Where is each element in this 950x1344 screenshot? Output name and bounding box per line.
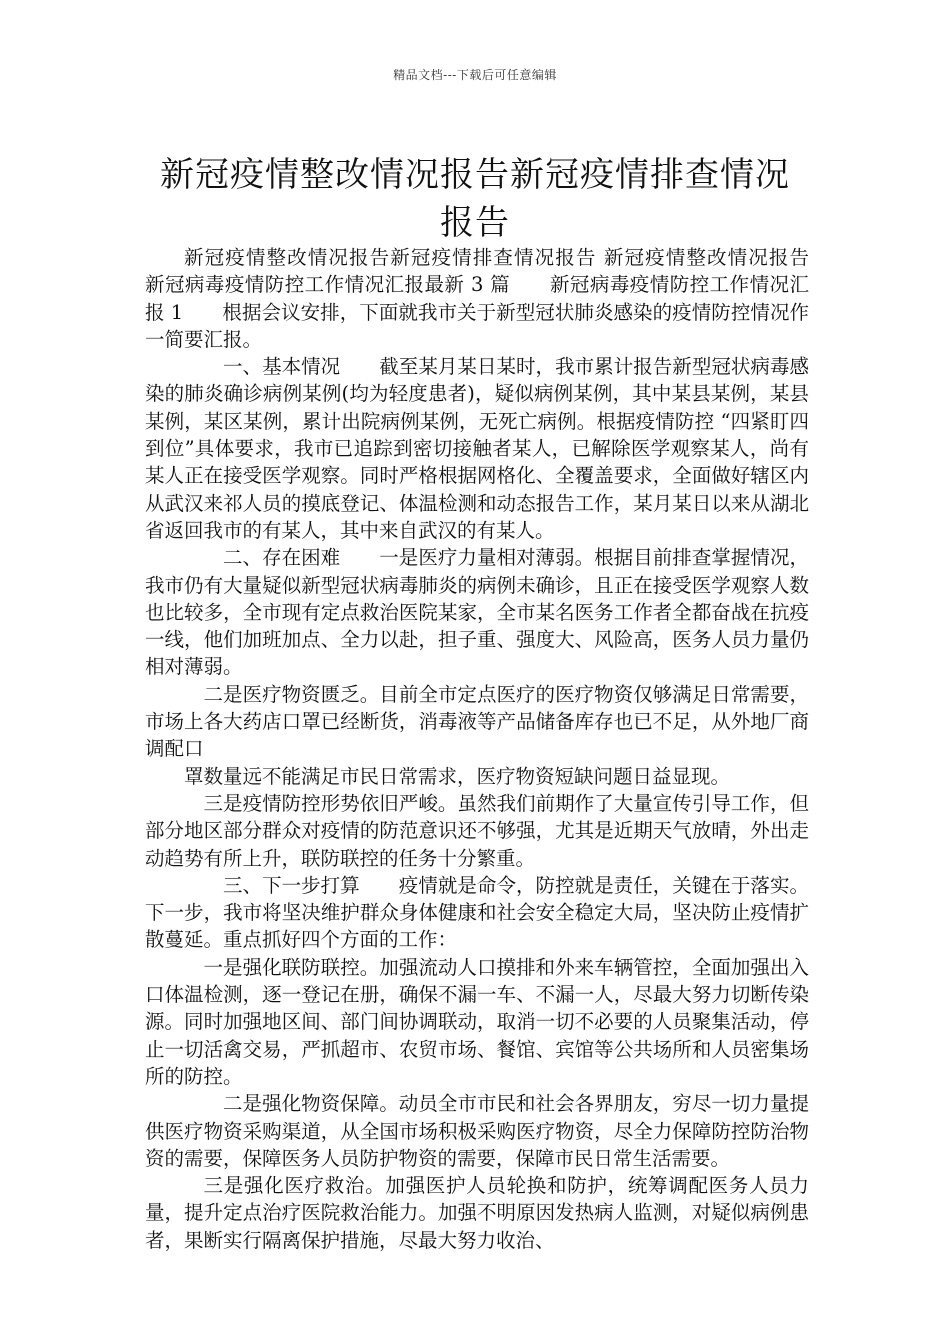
paragraph-supplies-continued: 罩数量远不能满足市民日常需求，医疗物资短缺问题日益显现。 <box>184 764 731 788</box>
paragraph-material-guarantee: 二是强化物资保障。动员全市市民和社会各界朋友，穷尽一切力量提供医疗物资采购渠道，从全国市场积极采购医疗物资，尽全力保障防控防治物资的需要，保障医务人员防护物资的需要，保障市民日常生活需要。 <box>145 1092 809 1170</box>
paragraph-difficulties: 二、存在困难 一是医疗力量相对薄弱。根据目前排查掌握情况，我市仍有大量疑似新型冠状病毒肺炎的病例未确诊，且正在接受医学观察人数也比较多，全市现有定点救治医院某家，全市某名医务工作者全都奋战在抗疫一线，他们加班加点、全力以赴，担子重、强度大、风险高，医务人员力量仍相对薄弱。 <box>145 546 809 679</box>
paragraph-joint-control: 一是强化联防联控。加强流动人口摸排和外来车辆管控，全面加强出入口体温检测，逐一登记在册，确保不漏一车、不漏一人，尽最大努力切断传染源。同时加强地区间、部门间协调联动，取消一切不必要的人员聚集活动，停止一切活禽交易，严抓超市、农贸市场、餐馆、宾馆等公共场所和人员密集场所的防控。 <box>145 955 809 1088</box>
paragraph-epidemic-situation: 三是疫情防控形势依旧严峻。虽然我们前期作了大量宣传引导工作，但部分地区部分群众对疫情的防范意识还不够强，尤其是近期天气放晴，外出走动趋势有所上升，联防联控的任务十分繁重。 <box>145 791 809 870</box>
title-line-1: 新冠疫情整改情况报告新冠疫情排查情况 <box>160 154 790 195</box>
document-title <box>135 151 815 247</box>
paragraph-medical-treatment: 三是强化医疗救治。加强医护人员轮换和防护，统筹调配医务人员力量，提升定点治疗医院救治能力。加强不明原因发热病人监测，对疑似病例患者，果断实行隔离保护措施，尽最大努力收治、 <box>145 1174 809 1252</box>
paragraph-intro: 新冠疫情整改情况报告新冠疫情排查情况报告 新冠疫情整改情况报告 新冠病毒疫情防控工作情况汇报最新 3 篇 新冠病毒疫情防控工作情况汇报 1 根据会议安排，下面就我市关于新型冠状肺炎感染的疫情防控情况作一简要汇报。 <box>145 246 849 351</box>
paragraph-basic-situation: 一、基本情况 截至某月某日某时，我市累计报告新型冠状病毒感染的肺炎确诊病例某例(均为轻度患者)，疑似病例某例，其中某县某例，某县某例，某区某例，累计出院病例某例，无死亡病例。根据疫情防控 “四紧盯四到位”具体要求，我市已追踪到密切接触者某人，已解除医学观察某人，尚有某人正在接受医学观察。同时严格根据网格化、全覆盖要求，全面做好辖区内从武汉来祁人员的摸底登记、体温检测和动态报告工作，某月某日以来从湖北省返回我市的有某人，其中来自武汉的有某人。 <box>145 355 809 542</box>
document-body <box>145 244 849 1254</box>
paragraph-next-steps: 三、下一步打算 疫情就是命令，防控就是责任，关键在于落实。下一步，我市将坚决维护群众身体健康和社会安全稳定大局，坚决防止疫情扩散蔓延。重点抓好四个方面的工作： <box>145 873 809 952</box>
paragraph-supplies-shortage: 二是医疗物资匮乏。目前全市定点医疗的医疗物资仅够满足日常需要，市场上各大药店口罩已经断货，消毒液等产品储备库存也已不足，从外地厂商调配口 <box>145 682 809 761</box>
header-note: 精品文档---下载后可任意编辑 <box>393 68 557 82</box>
title-line-2: 报告 <box>440 202 510 243</box>
